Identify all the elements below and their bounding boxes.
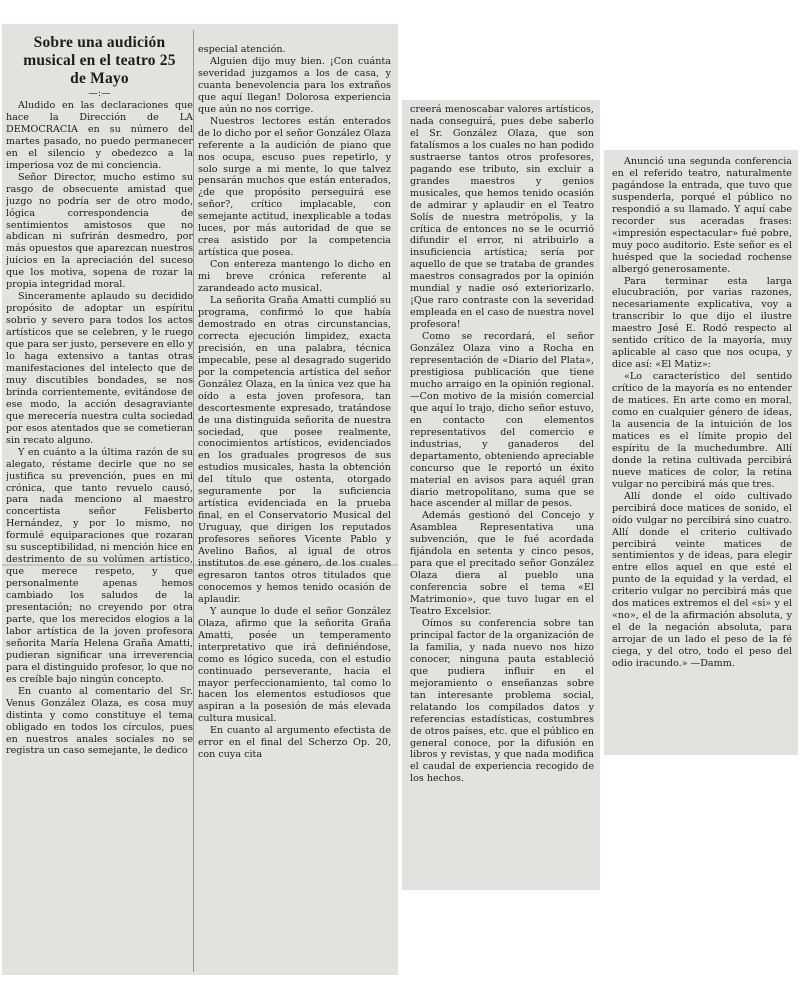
paragraph: Alguien dijo muy bien. ¡Con cuánta severidad juzgamos a los de casa, y cuanta benevolencia para los extraños que aquí llegan! Dolorosa experiencia que aún no nos corrige. [198, 55, 391, 115]
newspaper-clipping-middle [402, 100, 600, 890]
paragraph: Anunció una segunda conferencia en el referido teatro, naturalmente pagándose la entrada, que tuvo que suspenderla, porqué el público no respondió a su llamado. Y aquí cabe recorder sus aceradas frases: «impresión espectacular» fué pobre, muy poco auditorio. Este señor es el huésped que la sociedad rochense albergó generosamente. [612, 156, 792, 275]
paragraph: La señorita Graña Amatti cumplió su programa, confirmó lo que había demostrado en otras circunstancias, correcta ejecución limpidez, exacta precisión, en una palabra, técnica impecable, pese al desagrado sugerido por la competencia artística del señor González Olaza, en la única vez que ha oído a esta joven profesora, tan descortesmente expresado, tratándose de una distinguida señorita de nuestra sociedad, que posee realmente, conocimientos artísticos, evidenciados en los graduales progresos de sus estudios musicales, hasta la obtención del título que ostenta, otorgado seguramente por la suficiencia artística evidenciada en la prueba final, en el Conservatorio Musical del Uruguay, que dirigen los reputados profesores señores Vicente Pablo y Avelino Baños, al igual de otros institutos de ese género, de los cuales egresaron tantos otros titulados que conocemos y hemos tenido ocasión de aplaudir. [198, 295, 391, 605]
paragraph: Oímos su conferencia sobre tan principal factor de la organización de la familia, y nada nuevo nos hizo conocer, ninguna pauta estableció que pudiera influir en el mejoramiento o enseñanzas sobre tan interesante problema social, relatando los compilados datos y referencias estadísticas, costumbres de otros países, etc. que el público en general conoce, por la difusión en libros y revistas, y que nada modifica el caudal de experiencia recogido de los hechos. [410, 617, 594, 785]
paragraph: creerá menoscabar valores artísticos, nada conseguirá, pues debe saberlo el Sr. González Olaza, que son fatalísmos a los cuales no han podido sustraerse tantos otros profesores, pagando ese tributo, sin excluir a grandes maestros y genios musicales, que hemos tenido ocasión de admirar y aplaudir en el Teatro Solís de nuestra metrópolis, y la crítica de entonces no se le ocurrió difundir el error, ni atribuirlo a insuficiencia artística; sería por aquello de que se trataba de grandes maestros consagrados por la opinión mundial y nadie osó exteriorizarlo. ¡Que raro contraste con la severidad empleada en el caso de nuestra novel profesora! [410, 104, 594, 331]
paragraph: «Lo característico del sentido crítico de la mayoría es no entender de matices. En arte como en moral, como en cualquier género de ideas, la ausencia de la intuición de los matices es el límite propio del espíritu de la muchedumbre. Allí donde la retina cultivada percibirá nueve matices de color, la retina vulgar no percibirá más que tres. [612, 371, 792, 490]
paragraph: Y aunque lo dude el señor González Olaza, afirmo que la señorita Graña Amatti, posée un temperamento interpretativo que irá definiéndose, como es lógico suceda, con el estudio continuado perseverante, hacia el mayor perfeccionamiento, tal como lo hacen los elementos estudiosos que aspiran a la posesión de más elevada cultura musical. [198, 605, 391, 725]
paragraph: Como se recordará, el señor González Olaza vino a Rocha en representación de «Diario del Plata», prestigiosa publicación que tiene mucho arraigo en la opinión regional.—Con motivo de la misión comercial que aquí lo trajo, dicho señor estuvo, en contacto con elementos representativos del comercio e industrias, y ganaderos del departamento, obteniendo apreciable concurso que le reportó un éxito material en avisos para aquél gran diario metropolitano, suma que se hace ascender al millar de pesos. [410, 331, 594, 510]
column-4 [612, 156, 792, 752]
paragraph: Y en cuánto a la última razón de su alegato, réstame decirle que no se justifica su prevención, pues en mi crónica, que tanto revuelo causó, para nada menciono al maestro concertista señor Felisberto Hernández, y por lo mismo, no formulé equiparaciones que rozaran su susceptibilidad, ni mención hice en destrimento de su volúmen artístico, que merece respeto, y que personalmente apenas hemos cambiado los saludos de la presentación; no creyendo por otra parte, que los merecidos elogios a la labor artística de la joven profesora señorita María Helena Graña Amatti, pudieran significar una irreverencia para el distinguido profesor, lo que no es creíble bajo ningún concepto. [6, 446, 193, 685]
column-3 [410, 104, 594, 886]
fold-line [2, 564, 398, 566]
paragraph: Además gestionó del Concejo y Asamblea Representativa una subvención, que le fué acordada fijándola en setenta y cinco pesos, para que el precitado señor González Olaza diera al pueblo una conferencia sobre el tema «El Matrimonio», que tuvo lugar en el Teatro Excelsior. [410, 510, 594, 618]
paragraph: Con entereza mantengo lo dicho en mi breve crónica referente al zarandeado acto musical. [198, 259, 391, 295]
column-2 [198, 44, 391, 972]
newspaper-clipping-left [2, 24, 398, 975]
paragraph: Nuestros lectores están enterados de lo dicho por el señor González Olaza referente a la audición de piano que nos ocupa, escuso pues repetirlo, y solo surge a mi mente, lo que talvez pensarán muchos que están enterados, ¿de que propósito perseguirá ese señor?, crítico implacable, con semejante actitud, inexplicable a todas luces, por más autoridad de que se crea asistido por la competencia artística que posea. [198, 115, 391, 259]
paragraph: Sinceramente aplaudo su decidido propósito de adoptar un espíritu sobrio y severo para todos los actos artísticos que se celebren, y le ruego que para ser justo, persevere en ello y lo haga extensivo a tantas otras manifestaciones del intelecto que de muy discutibles bondades, se nos brinda corrientemente, evitándose de ese modo, la acción desagraviante que merecería nuestra culta sociedad por esos atentados que se cometieran sin recato alguno. [6, 291, 193, 446]
newspaper-clipping-right [604, 150, 798, 755]
title-separator: —:— [88, 88, 111, 99]
article-title: Sobre una audición musical en el teatro 25 de Mayo [23, 34, 176, 87]
paragraph: Para terminar esta larga elucubración, por varias razones, necesariamente explicativa, voy a transcribir lo que dijo el ilustre maestro José E. Rodó respecto al sentido crítico de la mayoría, muy aplicable al caso que nos ocupa, y dice así: «El Matiz»: [612, 275, 792, 371]
column-1-text [6, 100, 193, 757]
paragraph-with-signature: Allí donde el oído cultivado percibirá doce matices de sonido, el oído vulgar no percibirá sino cuatro. Allí donde el criterio cultivado percibirá veinte matices de sentimientos y de ideas, para elegir entre ellos aquel en que esté el punto de la equidad y la verdad, el criterio vulgar no percibirá más que dos matices extremos el del «si» y el «no», el de la afirmación absoluta, y el de la negación absoluta, para arrojar de un lado el peso de la fé ciega, y del otro, todo el peso del odio iracundo.» —Damm. [612, 490, 792, 670]
paragraph: Señor Director, mucho estimo su rasgo de obsecuente amistad que juzgo no podría ser de otro modo, lógica correspondencia de sentimientos amistosos que no abdican ni sufrirán desmedro, por más opuestos que aparezcan nuestros juicios en la apreciación del suceso que los motiva, sopena de rozar la propia integridad moral. [6, 171, 193, 291]
paragraph: En cuanto al comentario del Sr. Venus González Olaza, es cosa muy distinta y como constituye el tema obligado en todos los círculos, pues en nuestros anales sociales no se registra un caso semejante, le dedico [6, 685, 193, 757]
paragraph: especial atención. [198, 44, 286, 55]
paragraph: Aludido en las declaraciones que hace la Dirección de LA DEMOCRACIA en su número del martes pasado, no puedo permanecer en el silencio y obedezco a la imperiosa voz de mi conciencia. [6, 100, 193, 171]
column-1 [6, 30, 194, 972]
paragraph: En cuanto al argumento efectista de error en el final del Scherzo Op. 20, con cuya cita [198, 725, 391, 761]
